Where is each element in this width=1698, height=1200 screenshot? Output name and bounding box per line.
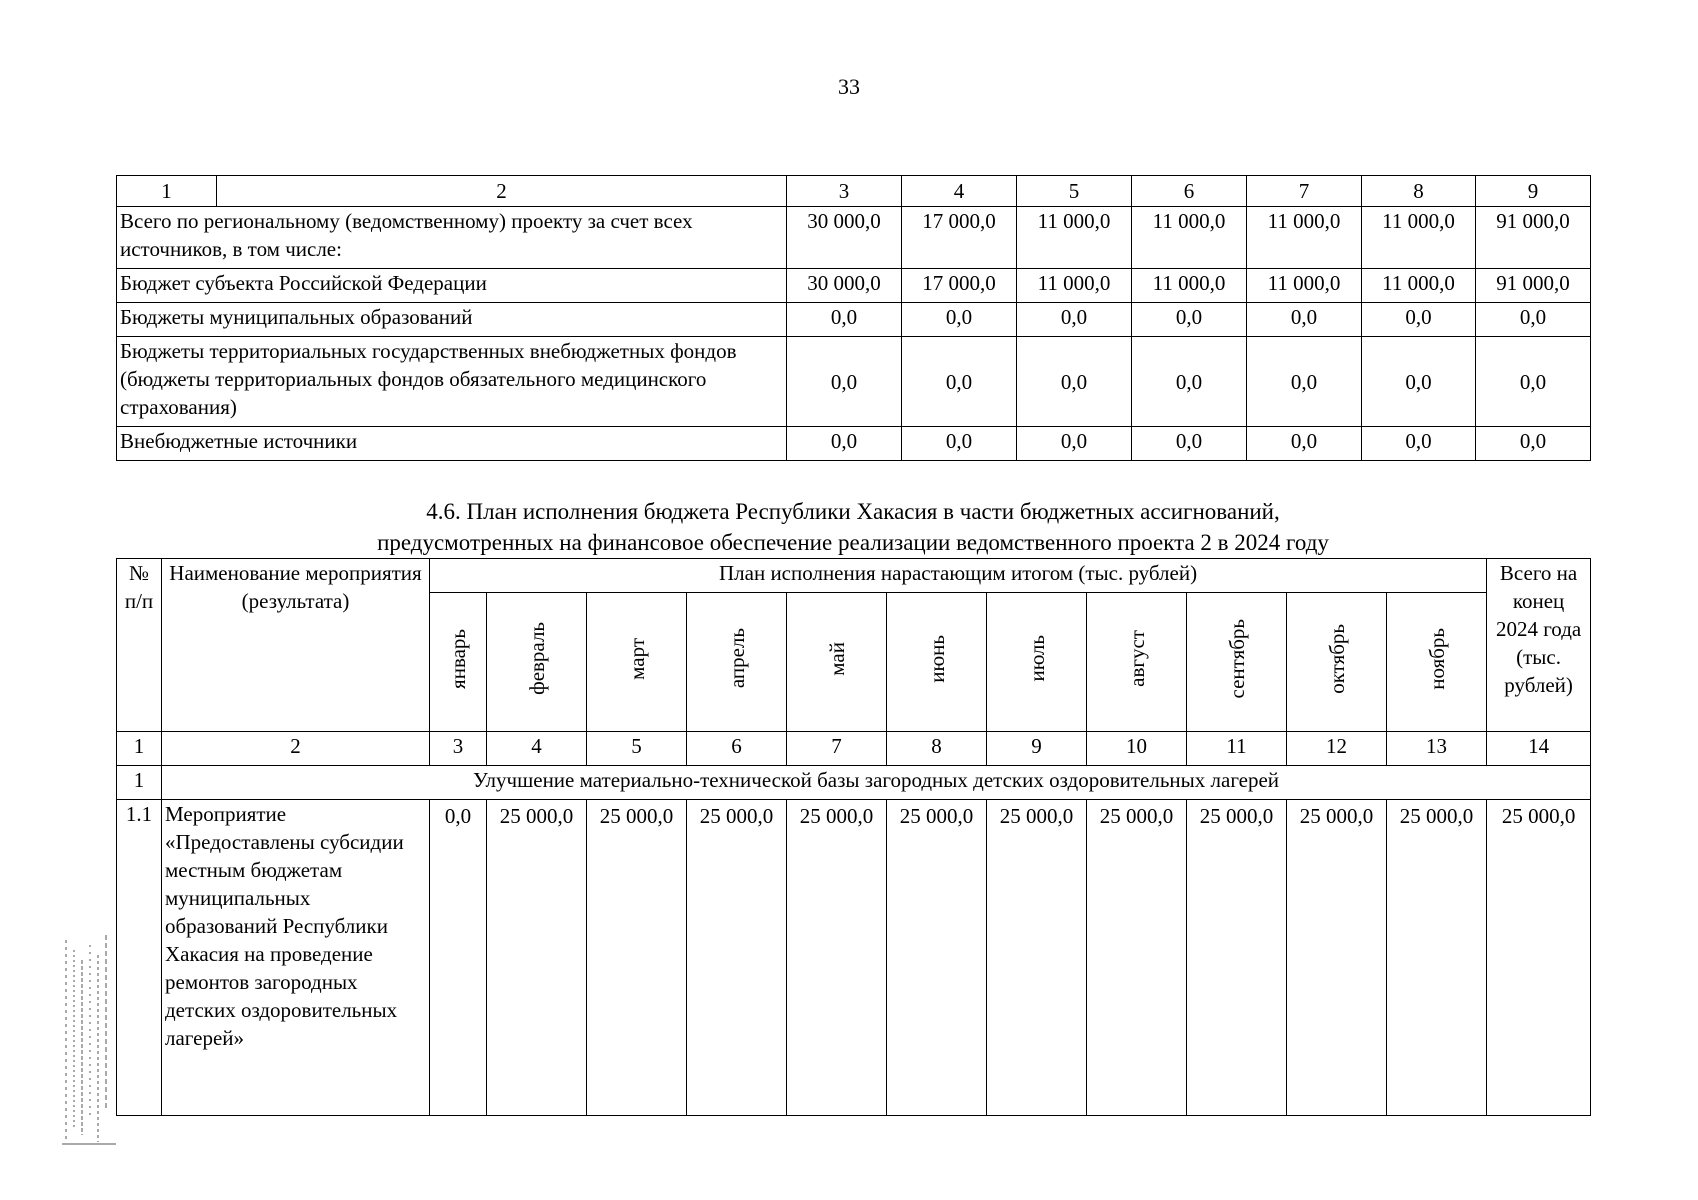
cell-value: 0,0 (902, 303, 1017, 337)
cell-value: 0,0 (1362, 303, 1476, 337)
column-number: 1 (117, 732, 162, 766)
column-number: 4 (487, 732, 587, 766)
column-number: 7 (1247, 176, 1362, 207)
month-header: сентябрь (1187, 593, 1287, 732)
cell-value: 11 000,0 (1247, 269, 1362, 303)
cell-value: 0,0 (1017, 427, 1132, 461)
cell-value: 0,0 (430, 800, 487, 1116)
cell-value: 0,0 (1247, 303, 1362, 337)
cell-value: 0,0 (902, 427, 1017, 461)
month-header: январь (430, 593, 487, 732)
cell-value: 0,0 (1132, 427, 1247, 461)
cell-value: 25 000,0 (587, 800, 687, 1116)
section-title-line: предусмотренных на финансовое обеспечение реализации ведомственного проекта 2 в 2024 году (377, 530, 1329, 555)
cell-value: 11 000,0 (1017, 269, 1132, 303)
cell-value: 0,0 (1247, 427, 1362, 461)
table-row (117, 800, 1591, 1116)
table-row (117, 303, 1591, 337)
month-header: октябрь (1287, 593, 1387, 732)
table-row (117, 427, 1591, 461)
column-number: 7 (787, 732, 887, 766)
month-header: май (787, 593, 887, 732)
section-title-line: 4.6. План исполнения бюджета Республики Хакасия в части бюджетных ассигнований, (426, 499, 1280, 524)
cell-value: 11 000,0 (1362, 207, 1476, 269)
cell-value: 30 000,0 (787, 269, 902, 303)
row-label: Бюджеты муниципальных образований (117, 303, 787, 337)
column-number: 8 (1362, 176, 1476, 207)
cell-value: 0,0 (787, 427, 902, 461)
row-label: Бюджеты территориальных государственных внебюджетных фондов (бюджеты территориальных фондов обязательного медицинского страхования) (117, 337, 787, 427)
month-header: август (1087, 593, 1187, 732)
column-number: 2 (217, 176, 787, 207)
cell-value: 0,0 (1476, 303, 1591, 337)
cell-value: 17 000,0 (902, 269, 1017, 303)
cell-value: 0,0 (1362, 427, 1476, 461)
month-header: ноябрь (1387, 593, 1487, 732)
group-row (117, 766, 1591, 800)
month-header: февраль (487, 593, 587, 732)
column-number: 3 (430, 732, 487, 766)
column-number: 13 (1387, 732, 1487, 766)
column-header-total: Всего на конец 2024 года (тыс. рублей) (1487, 559, 1591, 732)
column-number: 4 (902, 176, 1017, 207)
column-header-number: № п/п (117, 559, 162, 732)
cell-value: 11 000,0 (1247, 207, 1362, 269)
budget-plan-table (116, 558, 1591, 1116)
column-number: 10 (1087, 732, 1187, 766)
cell-value: 25 000,0 (687, 800, 787, 1116)
column-number: 5 (587, 732, 687, 766)
cell-value: 91 000,0 (1476, 207, 1591, 269)
cell-value: 17 000,0 (902, 207, 1017, 269)
cell-value: 25 000,0 (487, 800, 587, 1116)
column-number: 1 (117, 176, 217, 207)
month-header: апрель (687, 593, 787, 732)
cell-value: 25 000,0 (1387, 800, 1487, 1116)
cell-value: 25 000,0 (1087, 800, 1187, 1116)
cell-value: 0,0 (1017, 337, 1132, 427)
month-header: июнь (887, 593, 987, 732)
column-number: 2 (162, 732, 430, 766)
column-number: 8 (887, 732, 987, 766)
cell-value: 0,0 (1017, 303, 1132, 337)
cell-value: 25 000,0 (787, 800, 887, 1116)
item-name: Мероприятие «Предоставлены субсидии местным бюджетам муниципальных образований Республики Хакасия на проведение ремонтов загородных детских оздоровительных лагерей» (162, 800, 430, 1116)
cell-value: 0,0 (1132, 337, 1247, 427)
cell-value: 0,0 (1362, 337, 1476, 427)
group-number: 1 (117, 766, 162, 800)
column-number: 5 (1017, 176, 1132, 207)
cell-value: 0,0 (787, 337, 902, 427)
group-title: Улучшение материально-технической базы загородных детских оздоровительных лагерей (162, 766, 1591, 800)
column-number: 12 (1287, 732, 1387, 766)
cell-value: 25 000,0 (1187, 800, 1287, 1116)
item-number: 1.1 (117, 800, 162, 1116)
column-number: 9 (987, 732, 1087, 766)
column-number: 3 (787, 176, 902, 207)
month-header: март (587, 593, 687, 732)
column-header-name: Наименование мероприятия (результата) (162, 559, 430, 732)
column-number-row (117, 732, 1591, 766)
cell-value: 0,0 (1476, 337, 1591, 427)
cell-value: 25 000,0 (887, 800, 987, 1116)
column-number: 14 (1487, 732, 1591, 766)
table-row (117, 337, 1591, 427)
row-label: Внебюджетные источники (117, 427, 787, 461)
cell-value: 0,0 (1476, 427, 1591, 461)
month-header: июль (987, 593, 1087, 732)
cell-value: 11 000,0 (1132, 269, 1247, 303)
row-label: Бюджет субъекта Российской Федерации (117, 269, 787, 303)
margin-stamp-mark (60, 930, 118, 1150)
cell-value: 25 000,0 (1487, 800, 1591, 1116)
cell-value: 0,0 (1247, 337, 1362, 427)
table-header-row (117, 559, 1591, 593)
table-row (117, 207, 1591, 269)
cell-value: 0,0 (787, 303, 902, 337)
cell-value: 11 000,0 (1132, 207, 1247, 269)
page-number: 33 (838, 74, 860, 99)
column-number: 6 (1132, 176, 1247, 207)
column-header-plan: План исполнения нарастающим итогом (тыс. рублей) (430, 559, 1487, 593)
cell-value: 30 000,0 (787, 207, 902, 269)
cell-value: 11 000,0 (1362, 269, 1476, 303)
column-number: 11 (1187, 732, 1287, 766)
cell-value: 0,0 (902, 337, 1017, 427)
cell-value: 0,0 (1132, 303, 1247, 337)
funding-sources-table (116, 175, 1591, 461)
cell-value: 25 000,0 (1287, 800, 1387, 1116)
table-header-row (117, 176, 1591, 207)
column-number: 6 (687, 732, 787, 766)
cell-value: 25 000,0 (987, 800, 1087, 1116)
row-label: Всего по региональному (ведомственному) проекту за счет всех источников, в том числе: (117, 207, 787, 269)
cell-value: 11 000,0 (1017, 207, 1132, 269)
table-row (117, 269, 1591, 303)
column-number: 9 (1476, 176, 1591, 207)
cell-value: 91 000,0 (1476, 269, 1591, 303)
section-title (116, 496, 1590, 558)
